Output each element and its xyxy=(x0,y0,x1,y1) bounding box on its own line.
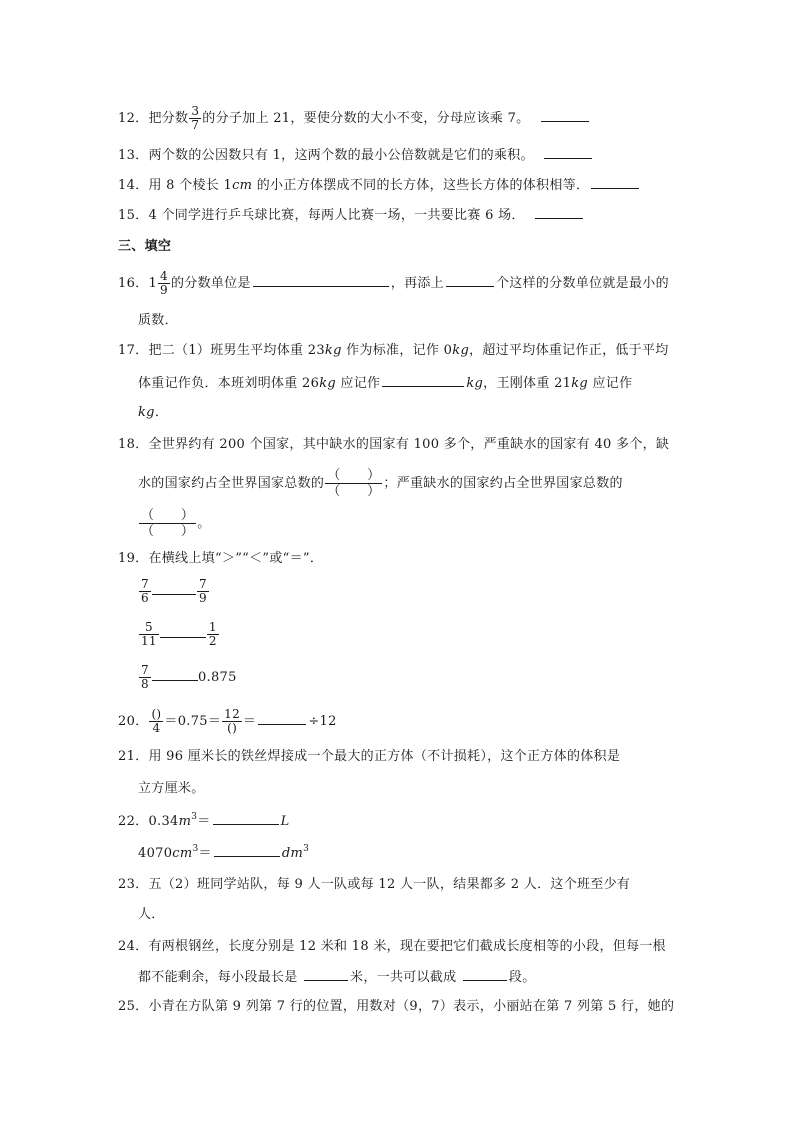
answer-blank[interactable] xyxy=(258,712,306,725)
question-15 xyxy=(118,206,585,225)
question-text: 的分子加上 21，要使分数的大小不变，分母应该乘 7。 xyxy=(202,111,530,126)
fraction-numerator: 4 xyxy=(160,269,168,283)
fraction-denominator: 9 xyxy=(160,283,168,297)
fraction-numerator: () xyxy=(151,707,162,721)
question-text: ，再添上 xyxy=(390,276,444,291)
question-21-cont: 立方厘米。 xyxy=(138,781,205,796)
question-21 xyxy=(118,748,620,766)
question-number: 22． xyxy=(118,814,149,829)
question-number: 13． xyxy=(118,148,149,163)
exponent: 3 xyxy=(303,844,310,854)
question-text: 的分数单位是 xyxy=(170,276,251,291)
fraction xyxy=(139,664,151,691)
question-20 xyxy=(118,708,337,735)
question-number: 15． xyxy=(118,208,149,223)
question-text: 小青在方队第 9 列第 7 行的位置，用数对（9，7）表示，小丽站在第 7 列第 5 行，她的 xyxy=(148,999,675,1014)
question-18-line3 xyxy=(138,508,211,539)
unit-kg: kg xyxy=(324,343,342,358)
question-12 xyxy=(118,105,591,132)
answer-blank[interactable] xyxy=(214,844,280,857)
question-number: 25． xyxy=(118,999,149,1014)
question-number: 12． xyxy=(118,111,149,126)
unit-kg: kg xyxy=(452,343,470,358)
question-number: 14． xyxy=(118,178,149,193)
question-text: 4 个同学进行乒乓球比赛，每两人比赛一场，一共要比赛 6 场． xyxy=(148,208,525,223)
question-number: 21． xyxy=(118,749,149,764)
answer-blank[interactable] xyxy=(382,374,464,387)
unit-cm: cm xyxy=(232,178,253,193)
unit-kg: kg xyxy=(319,376,336,391)
unit-kg: kg xyxy=(466,376,484,391)
value: 4070 xyxy=(138,846,173,861)
fraction xyxy=(207,621,219,648)
question-text: 用 96 厘米长的铁丝焊接成一个最大的正方体（不计损耗），这个正方体的体积是 xyxy=(148,749,621,764)
fraction-denominator: 8 xyxy=(141,677,149,691)
question-text: ． xyxy=(154,405,169,420)
fraction-numerator: 5 xyxy=(139,621,159,635)
question-number: 19． xyxy=(118,551,149,566)
question-text: 应记作 xyxy=(588,376,633,391)
question-number: 18． xyxy=(118,437,149,452)
unit-kg: kg xyxy=(571,376,589,391)
question-25 xyxy=(118,998,674,1016)
value: 0.34 xyxy=(148,814,179,829)
question-text: ＝ xyxy=(243,714,257,729)
question-text: 体重记作负．本班刘明体重 26 xyxy=(138,376,320,391)
question-19 xyxy=(118,550,323,568)
question-text: ，王刚体重 21 xyxy=(483,376,572,391)
question-text: 全世界约有 200 个国家，其中缺水的国家有 100 多个，严重缺水的国家有 40 多个，缺 xyxy=(148,437,670,452)
question-number: 16． xyxy=(118,276,149,291)
question-text: 有两根钢丝，长度分别是 12 米和 18 米，现在要把它们截成长度相等的小段，但每一根 xyxy=(148,939,666,954)
answer-blank[interactable] xyxy=(591,176,639,189)
question-text: 段。 xyxy=(508,970,536,985)
compare-row-2 xyxy=(138,621,220,648)
question-13 xyxy=(118,146,594,165)
unit-dm: dm xyxy=(281,846,304,861)
fraction-numerator: 3 xyxy=(191,104,200,118)
unit-liter: L xyxy=(280,814,290,829)
fraction xyxy=(139,578,151,605)
compare-value: 0.875 xyxy=(197,670,237,685)
compare-row-3 xyxy=(138,664,237,691)
unit-kg: kg xyxy=(138,405,155,420)
question-text: 把分数 xyxy=(148,111,189,126)
answer-blank[interactable] xyxy=(253,274,389,287)
unit-m: m xyxy=(178,814,192,829)
fraction-denominator: () xyxy=(227,721,238,735)
answer-blank[interactable] xyxy=(544,146,592,159)
answer-blank[interactable] xyxy=(535,206,583,219)
question-16 xyxy=(118,270,669,297)
fraction-denominator: 2 xyxy=(208,634,217,648)
unit-cm: cm xyxy=(172,846,193,861)
question-text: 都不能剩余，每小段最长是 xyxy=(138,970,303,985)
question-number: 17． xyxy=(118,343,149,358)
question-18 xyxy=(118,436,669,454)
question-number: 20． xyxy=(118,714,149,729)
answer-blank[interactable] xyxy=(213,812,279,825)
fraction-denominator: 11 xyxy=(141,634,157,648)
question-number: 23． xyxy=(118,877,149,892)
answer-fraction[interactable] xyxy=(139,508,196,539)
question-text: 作为标准，记作 0 xyxy=(341,343,453,358)
fraction xyxy=(158,270,170,297)
fraction-denominator: （ ） xyxy=(141,524,195,539)
question-text: 个这样的分数单位就是最小的 xyxy=(495,276,669,291)
fraction-denominator: （ ） xyxy=(327,484,381,499)
question-text: ，超过平均体重记作正，低于平均 xyxy=(469,343,669,358)
question-text: 五（2）班同学站队，每 9 人一队或每 12 人一队，结果都多 2 人．这个班至少有 xyxy=(148,877,631,892)
exponent: 3 xyxy=(192,844,199,854)
question-text: ＝ xyxy=(198,846,212,861)
question-22 xyxy=(118,812,290,831)
answer-blank[interactable] xyxy=(152,582,196,595)
fraction-numerator: （ ） xyxy=(141,508,195,523)
fraction xyxy=(189,105,201,132)
fraction-denominator: 4 xyxy=(152,721,161,735)
question-18-line2 xyxy=(138,468,623,499)
fraction xyxy=(197,578,209,605)
question-text: 应记作 xyxy=(336,376,381,391)
question-14 xyxy=(118,176,641,195)
fraction xyxy=(139,621,159,648)
question-17 xyxy=(118,342,669,360)
question-17-line3 xyxy=(138,404,168,422)
answer-blank[interactable] xyxy=(446,274,494,287)
question-text: 水的国家约占全世界国家总数的 xyxy=(138,476,325,491)
answer-blank[interactable] xyxy=(541,109,589,122)
fraction-numerator: （ ） xyxy=(327,468,381,483)
question-16-cont: 质数． xyxy=(138,313,178,328)
fraction-numerator: 12 xyxy=(224,707,241,721)
question-text: ＝0.75＝ xyxy=(164,714,222,729)
section-title: 三、填空 xyxy=(118,239,172,254)
fraction-numerator: 7 xyxy=(141,663,149,677)
answer-fraction[interactable] xyxy=(149,708,163,735)
question-text: 在横线上填“＞”“＜”或“＝”． xyxy=(148,551,324,566)
question-text: ＝ xyxy=(197,814,211,829)
answer-blank[interactable] xyxy=(152,668,198,681)
question-number: 24． xyxy=(118,939,149,954)
compare-row-1 xyxy=(138,578,210,605)
question-24-line2 xyxy=(138,968,536,987)
question-text: 的小正方体摆成不同的长方体，这些长方体的体积相等． xyxy=(252,178,590,193)
fraction-numerator: 7 xyxy=(198,577,207,591)
question-23 xyxy=(118,876,630,894)
question-24 xyxy=(118,938,666,956)
question-text: 用 8 个棱长 1 xyxy=(148,178,233,193)
fraction-numerator: 7 xyxy=(141,577,149,591)
fraction-denominator: 6 xyxy=(141,591,149,605)
question-text: 米，一共可以截成 xyxy=(350,970,461,985)
answer-blank[interactable] xyxy=(160,625,206,638)
fraction-numerator: 1 xyxy=(208,620,217,634)
question-23-cont: 人． xyxy=(138,907,165,922)
exponent: 3 xyxy=(191,812,198,822)
answer-fraction[interactable] xyxy=(222,708,242,735)
fraction-denominator: 9 xyxy=(198,591,207,605)
fraction-denominator: 7 xyxy=(191,118,200,132)
answer-blank[interactable] xyxy=(304,968,348,981)
question-17-line2 xyxy=(138,374,632,393)
answer-fraction[interactable] xyxy=(325,468,382,499)
mixed-whole: 1 xyxy=(148,276,158,291)
question-text: 把二（1）班男生平均体重 23 xyxy=(148,343,325,358)
question-22-line2 xyxy=(138,844,309,863)
question-text: 两个数的公因数只有 1，这两个数的最小公倍数就是它们的乘积。 xyxy=(148,148,534,163)
question-text: ÷12 xyxy=(308,714,337,729)
question-text: ；严重缺水的国家约占全世界国家总数的 xyxy=(383,476,623,491)
answer-blank[interactable] xyxy=(463,968,507,981)
question-text: 。 xyxy=(197,516,211,531)
